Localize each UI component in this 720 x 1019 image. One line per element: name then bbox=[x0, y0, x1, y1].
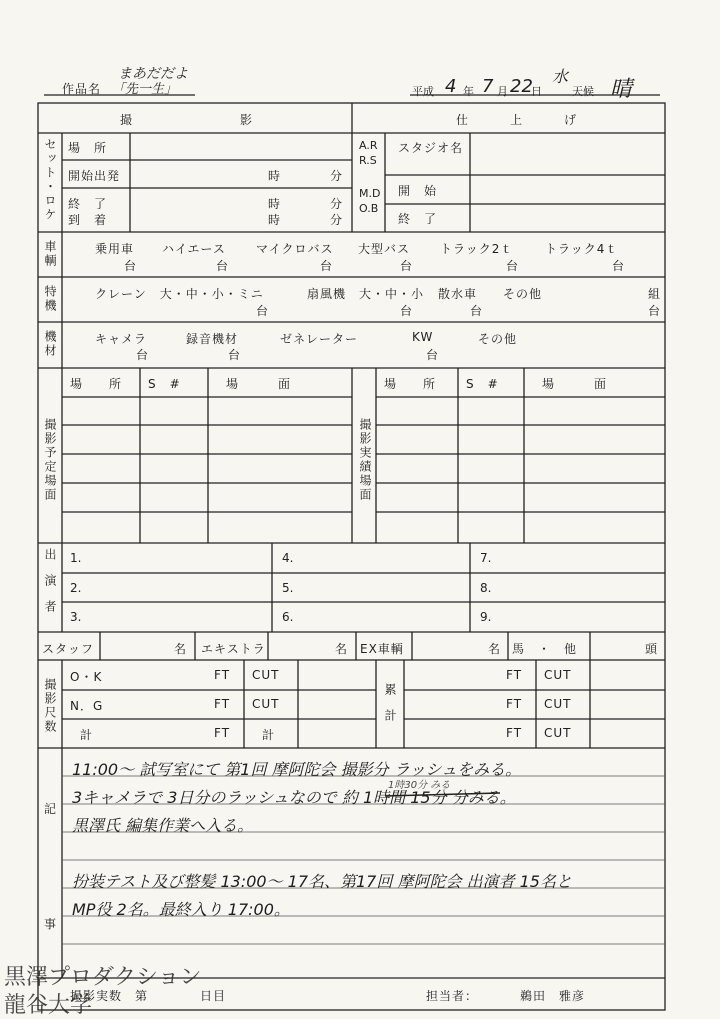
equip-unit-1: 台 bbox=[136, 348, 150, 362]
notes-label-top: 記 bbox=[44, 802, 58, 816]
special-other: その他 bbox=[503, 287, 543, 301]
cast-label: 出演者 bbox=[43, 548, 57, 626]
note-line-1: 11:00～ 試写室にて 第1回 摩阿陀会 撮影分 ラッシュをみる。 bbox=[72, 760, 522, 779]
cast-num-5: 5. bbox=[282, 581, 294, 595]
film-ft-2: FT bbox=[214, 697, 231, 711]
special-unit-3: 台 bbox=[470, 304, 484, 318]
sched-place-1: 場 所 bbox=[70, 377, 123, 391]
special-unit-4: 台 bbox=[648, 304, 662, 318]
horse-unit: 頭 bbox=[645, 642, 659, 656]
film-cut-3: CUT bbox=[544, 668, 572, 682]
cast-num-2: 2. bbox=[70, 581, 82, 595]
equip-unit-3: 台 bbox=[426, 348, 440, 362]
vehicle-unit-1: 台 bbox=[124, 259, 138, 273]
minute-2: 分 bbox=[330, 197, 344, 211]
hour-3: 時 bbox=[268, 213, 282, 227]
watermark-line2: 龍谷大学 bbox=[4, 993, 93, 1018]
vehicles-label: 車輌 bbox=[43, 240, 57, 268]
vehicle-hiace: ハイエース bbox=[162, 242, 226, 256]
md-ob-label: M.D O.B bbox=[359, 187, 381, 215]
era: 平成 bbox=[412, 85, 434, 98]
film-ok: O・K bbox=[70, 670, 103, 684]
day: 22 bbox=[510, 76, 533, 97]
cast-num-7: 7. bbox=[480, 551, 492, 565]
special-crane: クレーン 大・中・小・ミニ bbox=[95, 287, 264, 301]
year-unit: 年 bbox=[463, 85, 474, 98]
film-ft-4: FT bbox=[506, 668, 523, 682]
vehicle-bus: 大型バス bbox=[358, 242, 411, 256]
equip-camera: キャメラ bbox=[95, 332, 148, 346]
special-water: 散水車 bbox=[438, 287, 478, 301]
depart-label: 開始出発 bbox=[68, 169, 121, 183]
place-label: 場 所 bbox=[68, 141, 108, 155]
cumulative-label: 累計 bbox=[383, 683, 397, 735]
cast-num-9: 9. bbox=[480, 610, 492, 624]
ar-rs-label: A.R R.S bbox=[359, 139, 378, 167]
cast-num-3: 3. bbox=[70, 610, 82, 624]
work-name: 「先一生」 bbox=[112, 82, 178, 97]
arrive-label: 到 着 bbox=[68, 213, 108, 227]
month: 7 bbox=[482, 76, 494, 97]
finish-label: 終 了 bbox=[398, 212, 438, 226]
vehicle-truck2: トラック2ｔ bbox=[440, 242, 514, 256]
notes-label-bottom: 事 bbox=[44, 917, 58, 931]
note-line-6: MP役 2名。最終入り 17:00。 bbox=[72, 900, 290, 919]
vehicle-unit-2: 台 bbox=[216, 259, 230, 273]
studio-label: スタジオ名 bbox=[398, 141, 464, 155]
note-struck: 1時30分 みる bbox=[388, 780, 451, 791]
film-total: 計 bbox=[80, 728, 94, 742]
end-label: 終 了 bbox=[68, 197, 108, 211]
equipment-label: 機材 bbox=[43, 330, 57, 358]
film-ft-5: FT bbox=[506, 697, 523, 711]
extra-label: エキストラ bbox=[201, 642, 266, 656]
actual-label: 撮影実績場面 bbox=[358, 418, 372, 502]
staff-unit: 名 bbox=[174, 642, 188, 656]
cast-num-6: 6. bbox=[282, 610, 294, 624]
equip-other: その他 bbox=[478, 332, 518, 346]
vehicle-unit-5: 台 bbox=[506, 259, 520, 273]
weather-label: 天候 bbox=[572, 85, 594, 98]
set-loc-label: セット・ロケ bbox=[43, 138, 57, 222]
vehicle-truck4: トラック4ｔ bbox=[545, 242, 619, 256]
start-label: 開 始 bbox=[398, 184, 438, 198]
footer-person: 鵜田 雅彦 bbox=[520, 989, 586, 1003]
sched-snum-1: S # bbox=[148, 377, 181, 391]
sched-place-2: 場 所 bbox=[384, 377, 437, 391]
film-ft-3: FT bbox=[214, 726, 231, 740]
film-cut-5: CUT bbox=[544, 726, 572, 740]
vehicle-unit-6: 台 bbox=[612, 259, 626, 273]
vehicle-unit-3: 台 bbox=[320, 259, 334, 273]
year: 4 bbox=[445, 76, 457, 97]
watermark-line1: 黒澤プロダクション bbox=[4, 965, 202, 990]
staff-label: スタッフ bbox=[42, 642, 95, 656]
work-name-annotation: まあだだよ bbox=[118, 66, 188, 82]
sched-scene-1: 場 面 bbox=[226, 377, 292, 391]
special-set-unit: 組 bbox=[648, 287, 662, 301]
special-unit-1: 台 bbox=[256, 304, 270, 318]
horse-label: 馬 ・ 他 bbox=[512, 642, 578, 656]
month-unit: 月 bbox=[497, 85, 508, 98]
minute-3: 分 bbox=[330, 213, 344, 227]
equip-unit-2: 台 bbox=[228, 348, 242, 362]
vehicle-unit-4: 台 bbox=[400, 259, 414, 273]
film-cut-4: CUT bbox=[544, 697, 572, 711]
vehicle-car: 乗用車 bbox=[95, 242, 135, 256]
hour-2: 時 bbox=[268, 197, 282, 211]
equip-sound: 録音機材 bbox=[186, 332, 239, 346]
note-line-2: 3キャメラで 3日分のラッシュなので 約 1時間 15分 分みる。 bbox=[72, 788, 516, 807]
weekday: 水 bbox=[552, 67, 569, 86]
hour-1: 時 bbox=[268, 169, 282, 183]
film-ng: N．G bbox=[70, 699, 104, 713]
minute-1: 分 bbox=[330, 169, 344, 183]
film-label: 撮影尺数 bbox=[43, 678, 57, 734]
film-ft-1: FT bbox=[214, 668, 231, 682]
footer-person-label: 担当者： bbox=[426, 989, 479, 1003]
film-cut-1: CUT bbox=[252, 668, 280, 682]
film-cut-2: CUT bbox=[252, 697, 280, 711]
day-unit: 日 bbox=[531, 85, 542, 98]
ex-car-label: EX車輌 bbox=[360, 642, 404, 656]
sched-scene-2: 場 面 bbox=[542, 377, 608, 391]
note-line-5: 扮装テスト及び整髪 13:00～ 17名、第17回 摩阿陀会 出演者 15名と bbox=[72, 872, 572, 891]
cast-num-4: 4. bbox=[282, 551, 294, 565]
footer-day-label: 撮影実数 第 日目 bbox=[70, 989, 227, 1003]
special-unit-2: 台 bbox=[400, 304, 414, 318]
title-label: 作品名 bbox=[62, 82, 102, 96]
special-label: 特機 bbox=[43, 285, 57, 313]
film-ft-6: FT bbox=[506, 726, 523, 740]
note-line-3: 黒澤氏 編集作業へ入る。 bbox=[72, 816, 254, 835]
weather: 晴 bbox=[610, 77, 633, 102]
planned-label: 撮影予定場面 bbox=[43, 418, 57, 502]
film-total-2: 計 bbox=[262, 728, 276, 742]
cast-num-8: 8. bbox=[480, 581, 492, 595]
extra-unit: 名 bbox=[335, 642, 349, 656]
ex-car-unit: 名 bbox=[488, 642, 502, 656]
cast-num-1: 1. bbox=[70, 551, 82, 565]
shooting-header: 撮 影 bbox=[120, 113, 261, 127]
equip-kw: KW bbox=[412, 330, 434, 344]
special-fan: 扇風機 大・中・小 bbox=[307, 287, 425, 301]
finishing-header: 仕 上 げ bbox=[456, 113, 583, 127]
sched-snum-2: S # bbox=[466, 377, 499, 391]
vehicle-microbus: マイクロバス bbox=[256, 242, 334, 256]
equip-generator: ゼネレーター bbox=[280, 332, 359, 346]
